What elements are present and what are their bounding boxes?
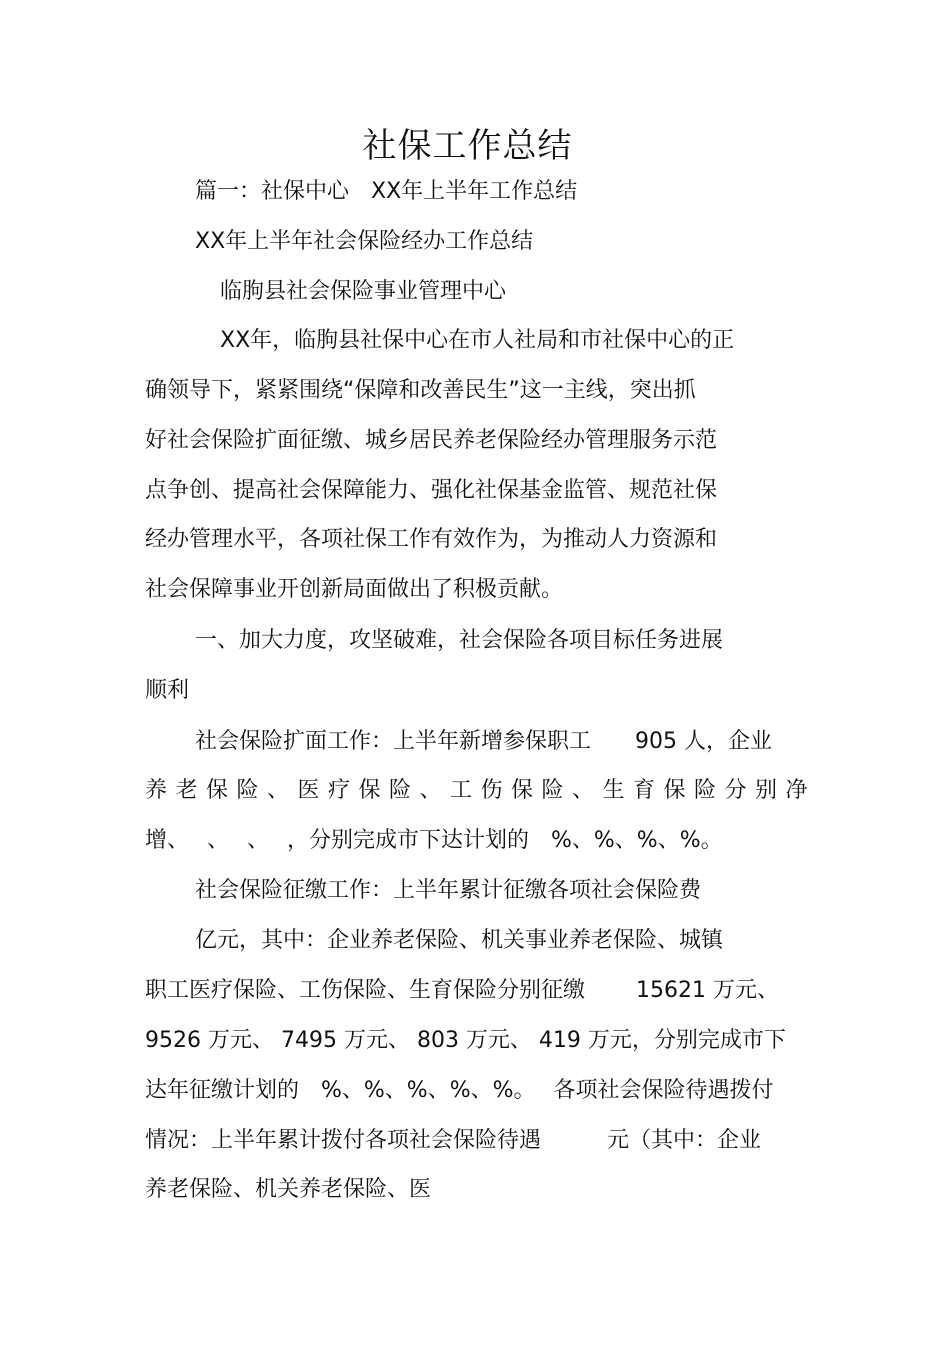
paragraph-line: 社会保障事业开创新局面做出了积极贡献。 [145,577,564,602]
paragraph-line: 养老保险、医疗保险、工伤保险、生育保险分别净 [145,778,817,803]
document-title: 社保工作总结 [362,126,573,166]
paragraph-line: XX年，临朐县社保中心在市人社局和市社保中心的正 [220,328,735,353]
paragraph-line: 情况：上半年累计拨付各项社会保险待遇 元（其中：企业 [145,1128,762,1153]
paragraph-line: 经办管理水平，各项社保工作有效作为，为推动人力资源和 [145,527,718,552]
paragraph-line: 社会保险扩面工作：上半年新增参保职工 905 人，企业 [195,729,772,754]
paragraph-line: 点争创、提高社会保障能力、强化社保基金监管、规范社保 [145,478,718,503]
paragraph-line: 养老保险、机关养老保险、医 [145,1177,432,1202]
subtitle-part-one: 篇一：社保中心 XX年上半年工作总结 [195,179,578,204]
paragraph-line: 职工医疗保险、工伤保险、生育保险分别征缴 15621 万元、 [145,978,779,1003]
paragraph-line: 社会保险征缴工作：上半年累计征缴各项社会保险费 [195,878,702,903]
paragraph-line: 增、 、 、 ，分别完成市下达计划的 %、%、%、%。 [145,828,723,853]
paragraph-line: 确领导下，紧紧围绕“保障和改善民生”这一主线，突出抓 [145,378,696,403]
paragraph-line: 好社会保险扩面征缴、城乡居民养老保险经办管理服务示范 [145,428,718,453]
report-heading: XX年上半年社会保险经办工作总结 [195,229,534,254]
paragraph-line: 9526 万元、 7495 万元、 803 万元、 419 万元，分别完成市下 [145,1028,786,1053]
paragraph-line: 亿元，其中：企业养老保险、机关事业养老保险、城镇 [195,928,724,953]
section-heading-one-cont: 顺利 [145,678,190,703]
organization-name: 临朐县社会保险事业管理中心 [220,279,507,304]
paragraph-line: 达年征缴计划的 %、%、%、%、%。 各项社会保险待遇拨付 [145,1078,774,1103]
section-heading-one: 一、加大力度，攻坚破难，社会保险各项目标任务进展 [195,628,724,653]
